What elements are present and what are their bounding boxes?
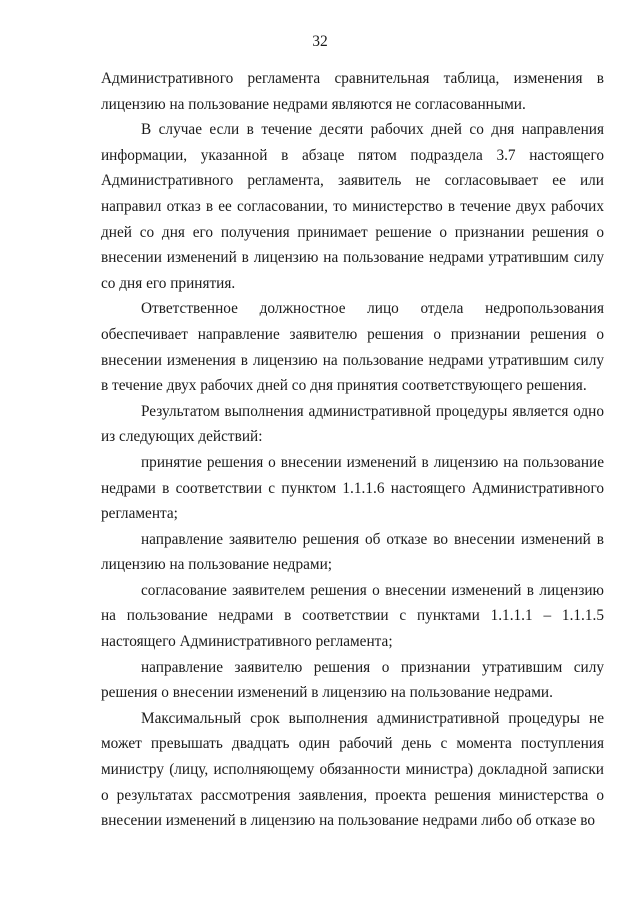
page-number: 32 bbox=[312, 33, 328, 50]
list-item-invalidation-notice: направление заявителю решения о признании утратившим силу решения о внесении изменений в лицензию на пользование недрами. bbox=[101, 658, 604, 702]
paragraph-procedure-result: Результатом выполнения административной процедуры является одно из следующих действий: bbox=[101, 402, 604, 446]
paragraph-maximum-term: Максимальный срок выполнения административной процедуры не может превышать двадцать один рабочий день с момента поступления министру (лицу, исполняющему обязанности министра) докладной записки о результатах рассмотрения заявления, проекта решения министерства о внесении изменений в лицензию на пользование недрами либо об отказе во bbox=[101, 709, 604, 830]
paragraph-responsible-official: Ответственное должностное лицо отдела недропользования обеспечивает направление заявителю решения о признании решения о внесении изменения в лицензию на пользование недрами утратившим силу в течение двух рабочих дней со дня принятия соответствующего решения. bbox=[101, 300, 604, 395]
paragraph-continuation: Административного регламента сравнительная таблица, изменения в лицензию на пользование недрами являются не согласованными. bbox=[101, 70, 604, 113]
list-item-applicant-approval: согласование заявителем решения о внесении изменений в лицензию на пользование недрами в соответствии с пунктами 1.1.1.1 – 1.1.1.5 настоящего Административного регламента; bbox=[101, 581, 604, 651]
list-item-refusal-notice: направление заявителю решения об отказе во внесении изменений в лицензию на пользование недрами; bbox=[101, 530, 604, 574]
document-body bbox=[101, 66, 604, 834]
paragraph-refusal-of-approval: В случае если в течение десяти рабочих дней со дня направления информации, указанной в абзаце пятом подраздела 3.7 настоящего Административного регламента, заявитель не согласовывает ее или направил отказ в ее согласовании, то министерство в течение двух рабочих дней со дня его получения принимает решение о признании решения о внесении изменений в лицензию на пользование недрами утратившим силу со дня его принятия. bbox=[101, 121, 604, 292]
list-item-decision-adoption: принятие решения о внесении изменений в лицензию на пользование недрами в соответствии с пунктом 1.1.1.6 настоящего Административного регламента; bbox=[101, 453, 604, 523]
